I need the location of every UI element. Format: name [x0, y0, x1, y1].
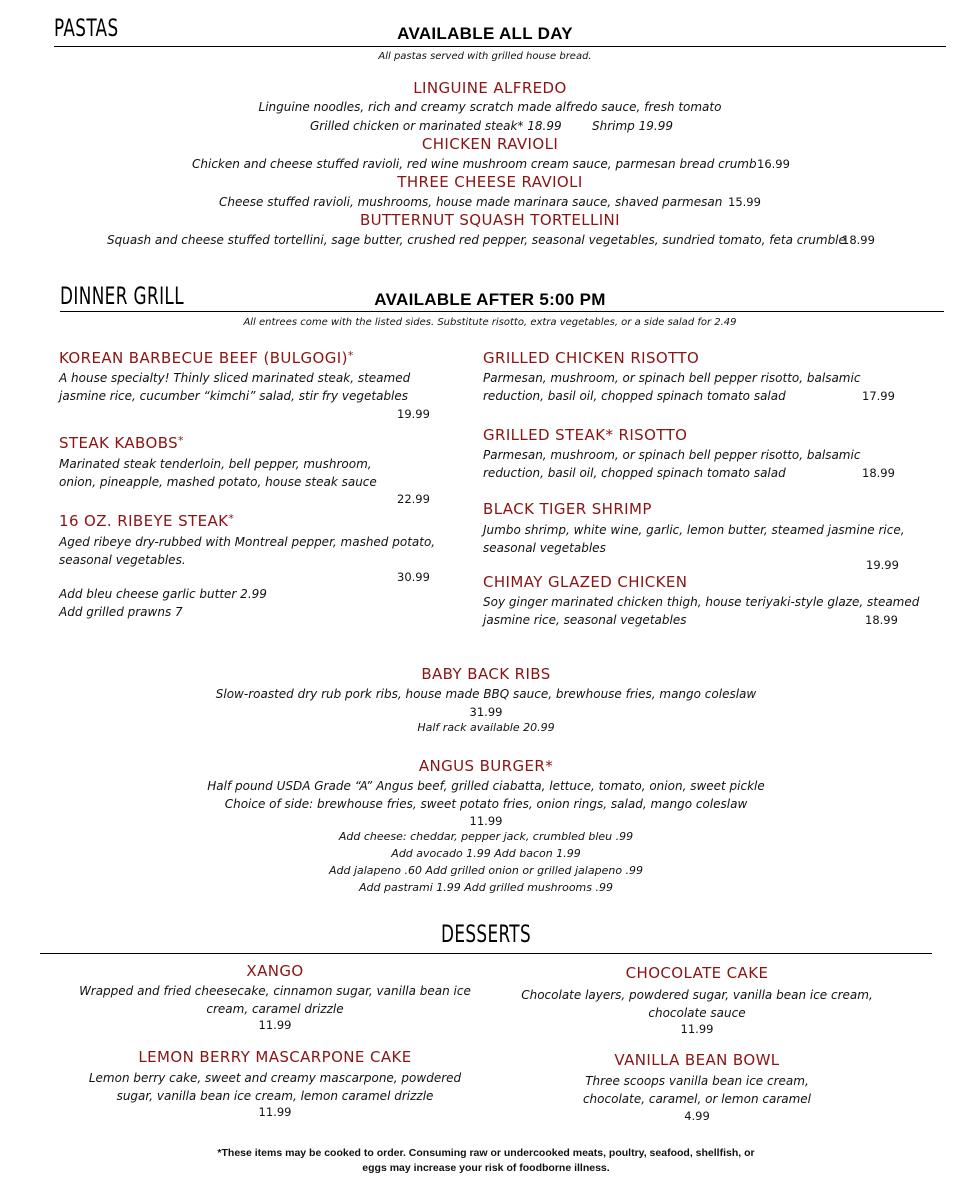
menu-item-price: 17.99	[862, 389, 895, 403]
dinner-divider	[60, 311, 944, 312]
food-safety-disclaimer-line: eggs may increase your risk of foodborne illness.	[362, 1162, 610, 1174]
menu-item-name: BUTTERNUT SQUASH TORTELLINI	[359, 211, 621, 229]
menu-item-description-line: Jumbo shrimp, white wine, garlic, lemon butter, steamed jasmine rice,	[483, 523, 905, 537]
addon-line: Add grilled prawns 7	[59, 605, 183, 619]
menu-item-description-line: Wrapped and fried cheesecake, cinnamon sugar, vanilla bean ice	[79, 984, 471, 998]
dinner-section-title: DINNER GRILL	[60, 282, 184, 310]
menu-item-price: 22.99	[397, 492, 430, 506]
menu-item-description-line: Aged ribeye dry-rubbed with Montreal pepper, mashed potato,	[59, 535, 436, 549]
menu-item-description-line: Soy ginger marinated chicken thigh, house teriyaki-style glaze, steamed	[483, 595, 920, 609]
menu-item-name: CHIMAY GLAZED CHICKEN	[483, 573, 688, 591]
menu-item-name: VANILLA BEAN BOWL	[614, 1051, 780, 1069]
menu-item-description-line: jasmine rice, cucumber “kimchi” salad, stir fry vegetables	[59, 389, 409, 403]
menu-item-description-line: onion, pineapple, mashed potato, house steak sauce	[59, 475, 377, 489]
menu-item-name: 16 OZ. RIBEYE STEAK*	[59, 512, 235, 530]
menu-item-description-line: Choice of side: brewhouse fries, sweet potato fries, onion rings, salad, mango coleslaw	[224, 797, 748, 811]
burger-addon: Add avocado 1.99 Add bacon 1.99	[391, 847, 581, 860]
menu-item-description-line: reduction, basil oil, chopped spinach tomato salad	[483, 389, 786, 403]
pastas-note: All pastas served with grilled house bread.	[378, 51, 592, 62]
menu-item-description-line: Marinated steak tenderloin, bell pepper, mushroom,	[59, 457, 372, 471]
menu-item-option: Grilled chicken or marinated steak* 18.99	[310, 119, 562, 133]
pastas-availability: AVAILABLE ALL DAY	[397, 24, 573, 43]
menu-item-description-line: Parmesan, mushroom, or spinach bell pepper risotto, balsamic	[483, 371, 861, 385]
menu-item-price: 11.99	[469, 814, 503, 828]
menu-item-name: GRILLED CHICKEN RISOTTO	[483, 349, 700, 367]
menu-item-name: CHOCOLATE CAKE	[625, 964, 769, 982]
menu-item-name: THREE CHEESE RAVIOLI	[397, 173, 583, 191]
cooked-to-order-star: *	[228, 512, 235, 525]
menu-item-description: Cheese stuffed ravioli, mushrooms, house made marinara sauce, shaved parmesan	[219, 195, 723, 209]
desserts-section-title: DESSERTS	[440, 920, 532, 948]
menu-item-price: 18.99	[862, 466, 895, 480]
menu-item-description-line: A house specialty! Thinly sliced marinated steak, steamed	[59, 371, 411, 385]
cooked-to-order-star: *	[347, 349, 354, 362]
menu-item-description-line: seasonal vegetables	[483, 541, 606, 555]
menu-item-name: BABY BACK RIBS	[421, 665, 551, 683]
menu-item-name: LINGUINE ALFREDO	[413, 79, 567, 97]
addon-line: Add bleu cheese garlic butter 2.99	[59, 587, 267, 601]
food-safety-disclaimer-line: *These items may be cooked to order. Consuming raw or undercooked meats, poultry, seafood, shellfish, or	[217, 1147, 755, 1159]
menu-item-name: CHICKEN RAVIOLI	[421, 135, 559, 153]
menu-item-price: 16.99	[757, 157, 790, 171]
desserts-divider	[40, 953, 932, 954]
menu-item-description: Chicken and cheese stuffed ravioli, red wine mushroom cream sauce, parmesan bread crumb	[192, 157, 757, 171]
menu-item-description-line: cream, caramel drizzle	[206, 1002, 344, 1016]
menu-item-name: BLACK TIGER SHRIMP	[483, 500, 652, 518]
menu-item-price: 18.99	[842, 233, 875, 247]
menu-item-price: 30.99	[397, 570, 430, 584]
menu-item-name: LEMON BERRY MASCARPONE CAKE	[138, 1048, 412, 1066]
menu-item-price: 18.99	[865, 613, 898, 627]
menu-item-price: 19.99	[397, 407, 430, 421]
menu-item-description-line: chocolate, caramel, or lemon caramel	[582, 1092, 812, 1106]
menu-item-description-line: sugar, vanilla bean ice cream, lemon caramel drizzle	[116, 1089, 434, 1103]
menu-item-description-line: reduction, basil oil, chopped spinach tomato salad	[483, 466, 786, 480]
menu-item-description-line: seasonal vegetables.	[59, 553, 186, 567]
pastas-section-title: PASTAS	[54, 14, 119, 42]
menu-item-description: Squash and cheese stuffed tortellini, sage butter, crushed red pepper, seasonal vegetables, sundried tomato, feta crumble	[107, 233, 846, 247]
menu-item-name: ANGUS BURGER*	[418, 757, 554, 775]
half-rack-note: Half rack available 20.99	[417, 721, 555, 734]
pastas-divider	[54, 46, 946, 47]
burger-addon: Add jalapeno .60 Add grilled onion or grilled jalapeno .99	[328, 864, 644, 877]
dinner-availability: AVAILABLE AFTER 5:00 PM	[374, 290, 606, 309]
menu-item-name: KOREAN BARBECUE BEEF (BULGOGI)*	[59, 349, 354, 367]
menu-item-price: 4.99	[684, 1109, 710, 1123]
cooked-to-order-star: *	[178, 434, 184, 447]
menu-item-name: STEAK KABOBS*	[59, 434, 184, 452]
menu-item-price: 31.99	[469, 705, 503, 719]
menu-item-option: Shrimp 19.99	[592, 119, 673, 133]
menu-item-price: 11.99	[680, 1022, 714, 1036]
menu-item-price: 11.99	[258, 1018, 292, 1032]
menu-item-description-line: Parmesan, mushroom, or spinach bell pepper risotto, balsamic	[483, 448, 861, 462]
menu-item-description-line: jasmine rice, seasonal vegetables	[483, 613, 687, 627]
menu-item-price: 19.99	[866, 558, 899, 572]
burger-addon: Add pastrami 1.99 Add grilled mushrooms .99	[359, 881, 613, 894]
menu-item-name: GRILLED STEAK* RISOTTO	[483, 426, 688, 444]
menu-item-price: 15.99	[728, 195, 761, 209]
burger-addon: Add cheese: cheddar, pepper jack, crumbled bleu .99	[338, 830, 634, 843]
menu-item-description: Linguine noodles, rich and creamy scratch made alfredo sauce, fresh tomato	[258, 100, 722, 114]
dinner-note: All entrees come with the listed sides. Substitute risotto, extra vegetables, or a side salad for 2.49	[243, 317, 737, 328]
menu-item-name: XANGO	[246, 962, 304, 980]
menu-item-description-line: chocolate sauce	[648, 1006, 746, 1020]
menu-item-description-line: Half pound USDA Grade “A” Angus beef, grilled ciabatta, lettuce, tomato, onion, sweet pickle	[207, 779, 765, 793]
menu-item-description: Slow-roasted dry rub pork ribs, house made BBQ sauce, brewhouse fries, mango coleslaw	[215, 687, 757, 701]
menu-item-price: 11.99	[258, 1105, 292, 1119]
menu-item-description-line: Chocolate layers, powdered sugar, vanilla bean ice cream,	[521, 988, 873, 1002]
menu-item-description-line: Lemon berry cake, sweet and creamy mascarpone, powdered	[88, 1071, 462, 1085]
menu-item-description-line: Three scoops vanilla bean ice cream,	[585, 1074, 809, 1088]
